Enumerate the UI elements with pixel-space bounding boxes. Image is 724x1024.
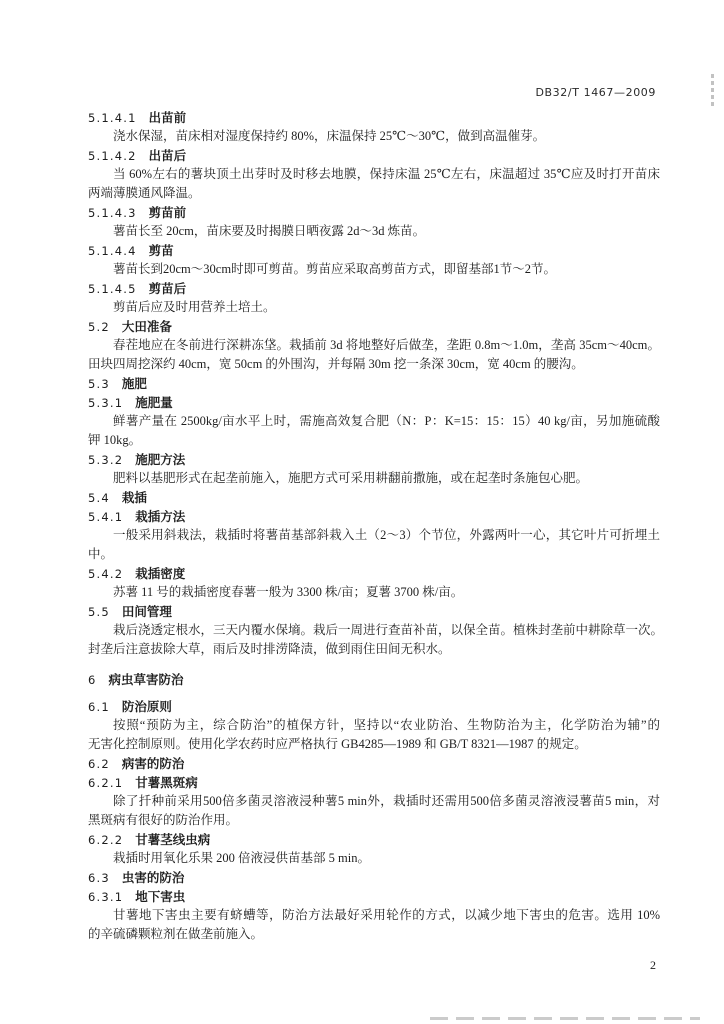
paragraph-5-5	[88, 621, 664, 659]
clause-title: 出苗后	[148, 148, 187, 163]
clause-6-1-heading	[88, 697, 660, 716]
text-line: 一般采用斜栽法，栽插时将薯苗基部斜栽入土（2～3）个节位，外露两叶一心，其它叶片可折埋土	[113, 528, 660, 542]
clause-5-4-heading	[88, 488, 660, 507]
text-line: 除了扦种前采用500倍多菌灵溶液浸种薯5 min外，栽插时还需用500倍多菌灵溶液浸薯苗5 min，对	[113, 794, 660, 808]
clause-6-2-2-heading	[88, 830, 660, 849]
paragraph-5-1-4-4	[88, 260, 660, 279]
clause-6-3-heading	[88, 868, 660, 887]
clause-number: 6.2.2	[88, 833, 124, 847]
text-line: 黑斑病有很好的防治作用。	[88, 813, 239, 827]
text-line: 剪苗后应及时用营养土培土。	[113, 300, 276, 314]
paragraph-5-1-4-3	[88, 222, 660, 241]
clause-number: 5.1.4.2	[88, 149, 137, 163]
clause-6-3-1-heading	[88, 887, 660, 906]
document-body	[88, 108, 664, 944]
text-line: 肥料以基肥形式在起垄前施入，施肥方式可采用耕翻前撒施，或在起垄时条施包心肥。	[113, 471, 589, 485]
text-line: 的辛硫磷颗粒剂在做垄前施入。	[88, 927, 264, 941]
clause-title: 甘薯黑斑病	[135, 775, 198, 790]
clause-title: 剪苗后	[148, 281, 187, 296]
clause-number: 5.1.4.1	[88, 111, 137, 125]
text-line: 春茬地应在冬前进行深耕冻垡。栽插前 3d 将地整好后做垄，垄距 0.8m～1.0m，垄高 35cm～40cm。	[113, 338, 660, 352]
clause-5-2-heading	[88, 317, 660, 336]
paragraph-5-3-1	[88, 412, 660, 450]
chapter-title: 病虫草害防治	[108, 672, 184, 687]
clause-title: 大田准备	[121, 319, 172, 334]
paragraph-5-1-4-1	[88, 127, 660, 146]
text-line: 栽后浇透定根水，三天内覆水保墒。栽后一周进行查苗补苗，以保全苗。植株封垄前中耕除草一次。	[113, 623, 664, 637]
paragraph-5-1-4-5	[88, 298, 660, 317]
chapter-number: 6	[88, 673, 97, 687]
paragraph-5-4-1	[88, 526, 660, 564]
text-line: 当 60%左右的薯块顶土出芽时及时移去地膜，保持床温 25℃左右，床温超过 35℃应及时打开苗床	[113, 167, 660, 181]
scan-artifact-bottom	[430, 1017, 700, 1020]
text-line: 按照“预防为主，综合防治”的植保方针，坚持以“农业防治、生物防治为主，化学防治为辅”的	[113, 718, 660, 732]
clause-title: 甘薯茎线虫病	[135, 832, 211, 847]
text-line: 栽插时用氧化乐果 200 倍液浸供苗基部 5 min。	[113, 851, 370, 865]
clause-number: 6.3	[88, 871, 110, 885]
clause-number: 6.1	[88, 700, 110, 714]
text-line: 田块四周挖深约 40cm，宽 50cm 的外围沟，并每隔 30m 挖一条深 30cm，宽 40cm 的腰沟。	[88, 357, 584, 371]
text-line: 苏薯 11 号的栽插密度春薯一般为 3300 株/亩；夏薯 3700 株/亩。	[113, 585, 464, 599]
clause-5-1-4-2-heading	[88, 146, 660, 165]
clause-title: 出苗前	[148, 110, 187, 125]
text-line: 中。	[88, 547, 114, 561]
clause-title: 施肥量	[135, 395, 173, 410]
clause-number: 6.2	[88, 757, 110, 771]
clause-number: 5.4	[88, 491, 110, 505]
clause-title: 剪苗	[148, 243, 174, 258]
page-number: 2	[650, 958, 656, 972]
text-line: 甘薯地下害虫主要有蛴螬等，防治方法最好采用轮作的方式，以减少地下害虫的危害。选用 10%	[113, 908, 660, 922]
text-line: 浇水保湿，苗床相对湿度保持约 80%，床温保持 25℃～30℃，做到高温催芽。	[113, 129, 546, 143]
clause-number: 5.3.2	[88, 453, 124, 467]
clause-title: 虫害的防治	[121, 870, 185, 885]
clause-number: 6.2.1	[88, 776, 124, 790]
text-line: 钾 10kg。	[88, 433, 142, 447]
paragraph-5-2	[88, 336, 660, 374]
text-line: 鲜薯产量在 2500kg/亩水平上时，需施高效复合肥（N：P：K=15：15：15）40 kg/亩，另加施硫酸	[113, 414, 660, 428]
clause-title: 剪苗前	[148, 205, 187, 220]
clause-5-1-4-5-heading	[88, 279, 660, 298]
clause-5-4-2-heading	[88, 564, 660, 583]
paragraph-6-3-1	[88, 906, 660, 944]
clause-title: 施肥	[121, 376, 147, 391]
clause-5-3-1-heading	[88, 393, 660, 412]
clause-5-1-4-3-heading	[88, 203, 660, 222]
clause-6-2-1-heading	[88, 773, 660, 792]
paragraph-5-4-2	[88, 583, 660, 602]
clause-number: 6.3.1	[88, 890, 124, 904]
paragraph-6-2-2	[88, 849, 660, 868]
clause-title: 栽插方法	[135, 509, 186, 524]
clause-title: 防治原则	[121, 699, 172, 714]
document-code-header: DB32/T 1467—2009	[535, 86, 656, 99]
clause-number: 5.3	[88, 377, 110, 391]
clause-number: 5.4.2	[88, 567, 124, 581]
text-line: 无害化控制原则。使用化学农药时应严格执行 GB4285—1989 和 GB/T 8321—1987 的规定。	[88, 737, 587, 751]
clause-6-2-heading	[88, 754, 660, 773]
clause-number: 5.1.4.3	[88, 206, 137, 220]
text-line: 薯苗长到20cm～30cm时即可剪苗。剪苗应采取高剪苗方式，即留基部1节～2节。	[113, 262, 557, 276]
clause-number: 5.4.1	[88, 510, 124, 524]
chapter-6-heading	[88, 670, 660, 689]
clause-title: 病害的防治	[121, 756, 185, 771]
clause-title: 栽插密度	[135, 566, 186, 581]
clause-number: 5.1.4.5	[88, 282, 137, 296]
text-line: 两端薄膜通风降温。	[88, 186, 201, 200]
text-line: 封垄后注意拔除大草，雨后及时排涝降渍，做到雨住田间无积水。	[88, 642, 451, 656]
paragraph-5-1-4-2	[88, 165, 660, 203]
paragraph-5-3-2	[88, 469, 660, 488]
clause-title: 地下害虫	[135, 889, 186, 904]
clause-number: 5.2	[88, 320, 110, 334]
paragraph-6-2-1	[88, 792, 660, 830]
clause-title: 栽插	[121, 490, 147, 505]
clause-5-3-2-heading	[88, 450, 660, 469]
clause-5-4-1-heading	[88, 507, 660, 526]
clause-5-5-heading	[88, 602, 660, 621]
clause-number: 5.1.4.4	[88, 244, 137, 258]
clause-number: 5.5	[88, 605, 110, 619]
clause-title: 施肥方法	[135, 452, 186, 467]
clause-5-3-heading	[88, 374, 660, 393]
clause-5-1-4-4-heading	[88, 241, 660, 260]
scan-artifact-right	[711, 74, 714, 106]
paragraph-6-1	[88, 716, 660, 754]
clause-number: 5.3.1	[88, 396, 124, 410]
clause-5-1-4-1-heading	[88, 108, 660, 127]
clause-title: 田间管理	[121, 604, 172, 619]
text-line: 薯苗长至 20cm，苗床要及时揭膜日晒夜露 2d～3d 炼苗。	[113, 224, 426, 238]
